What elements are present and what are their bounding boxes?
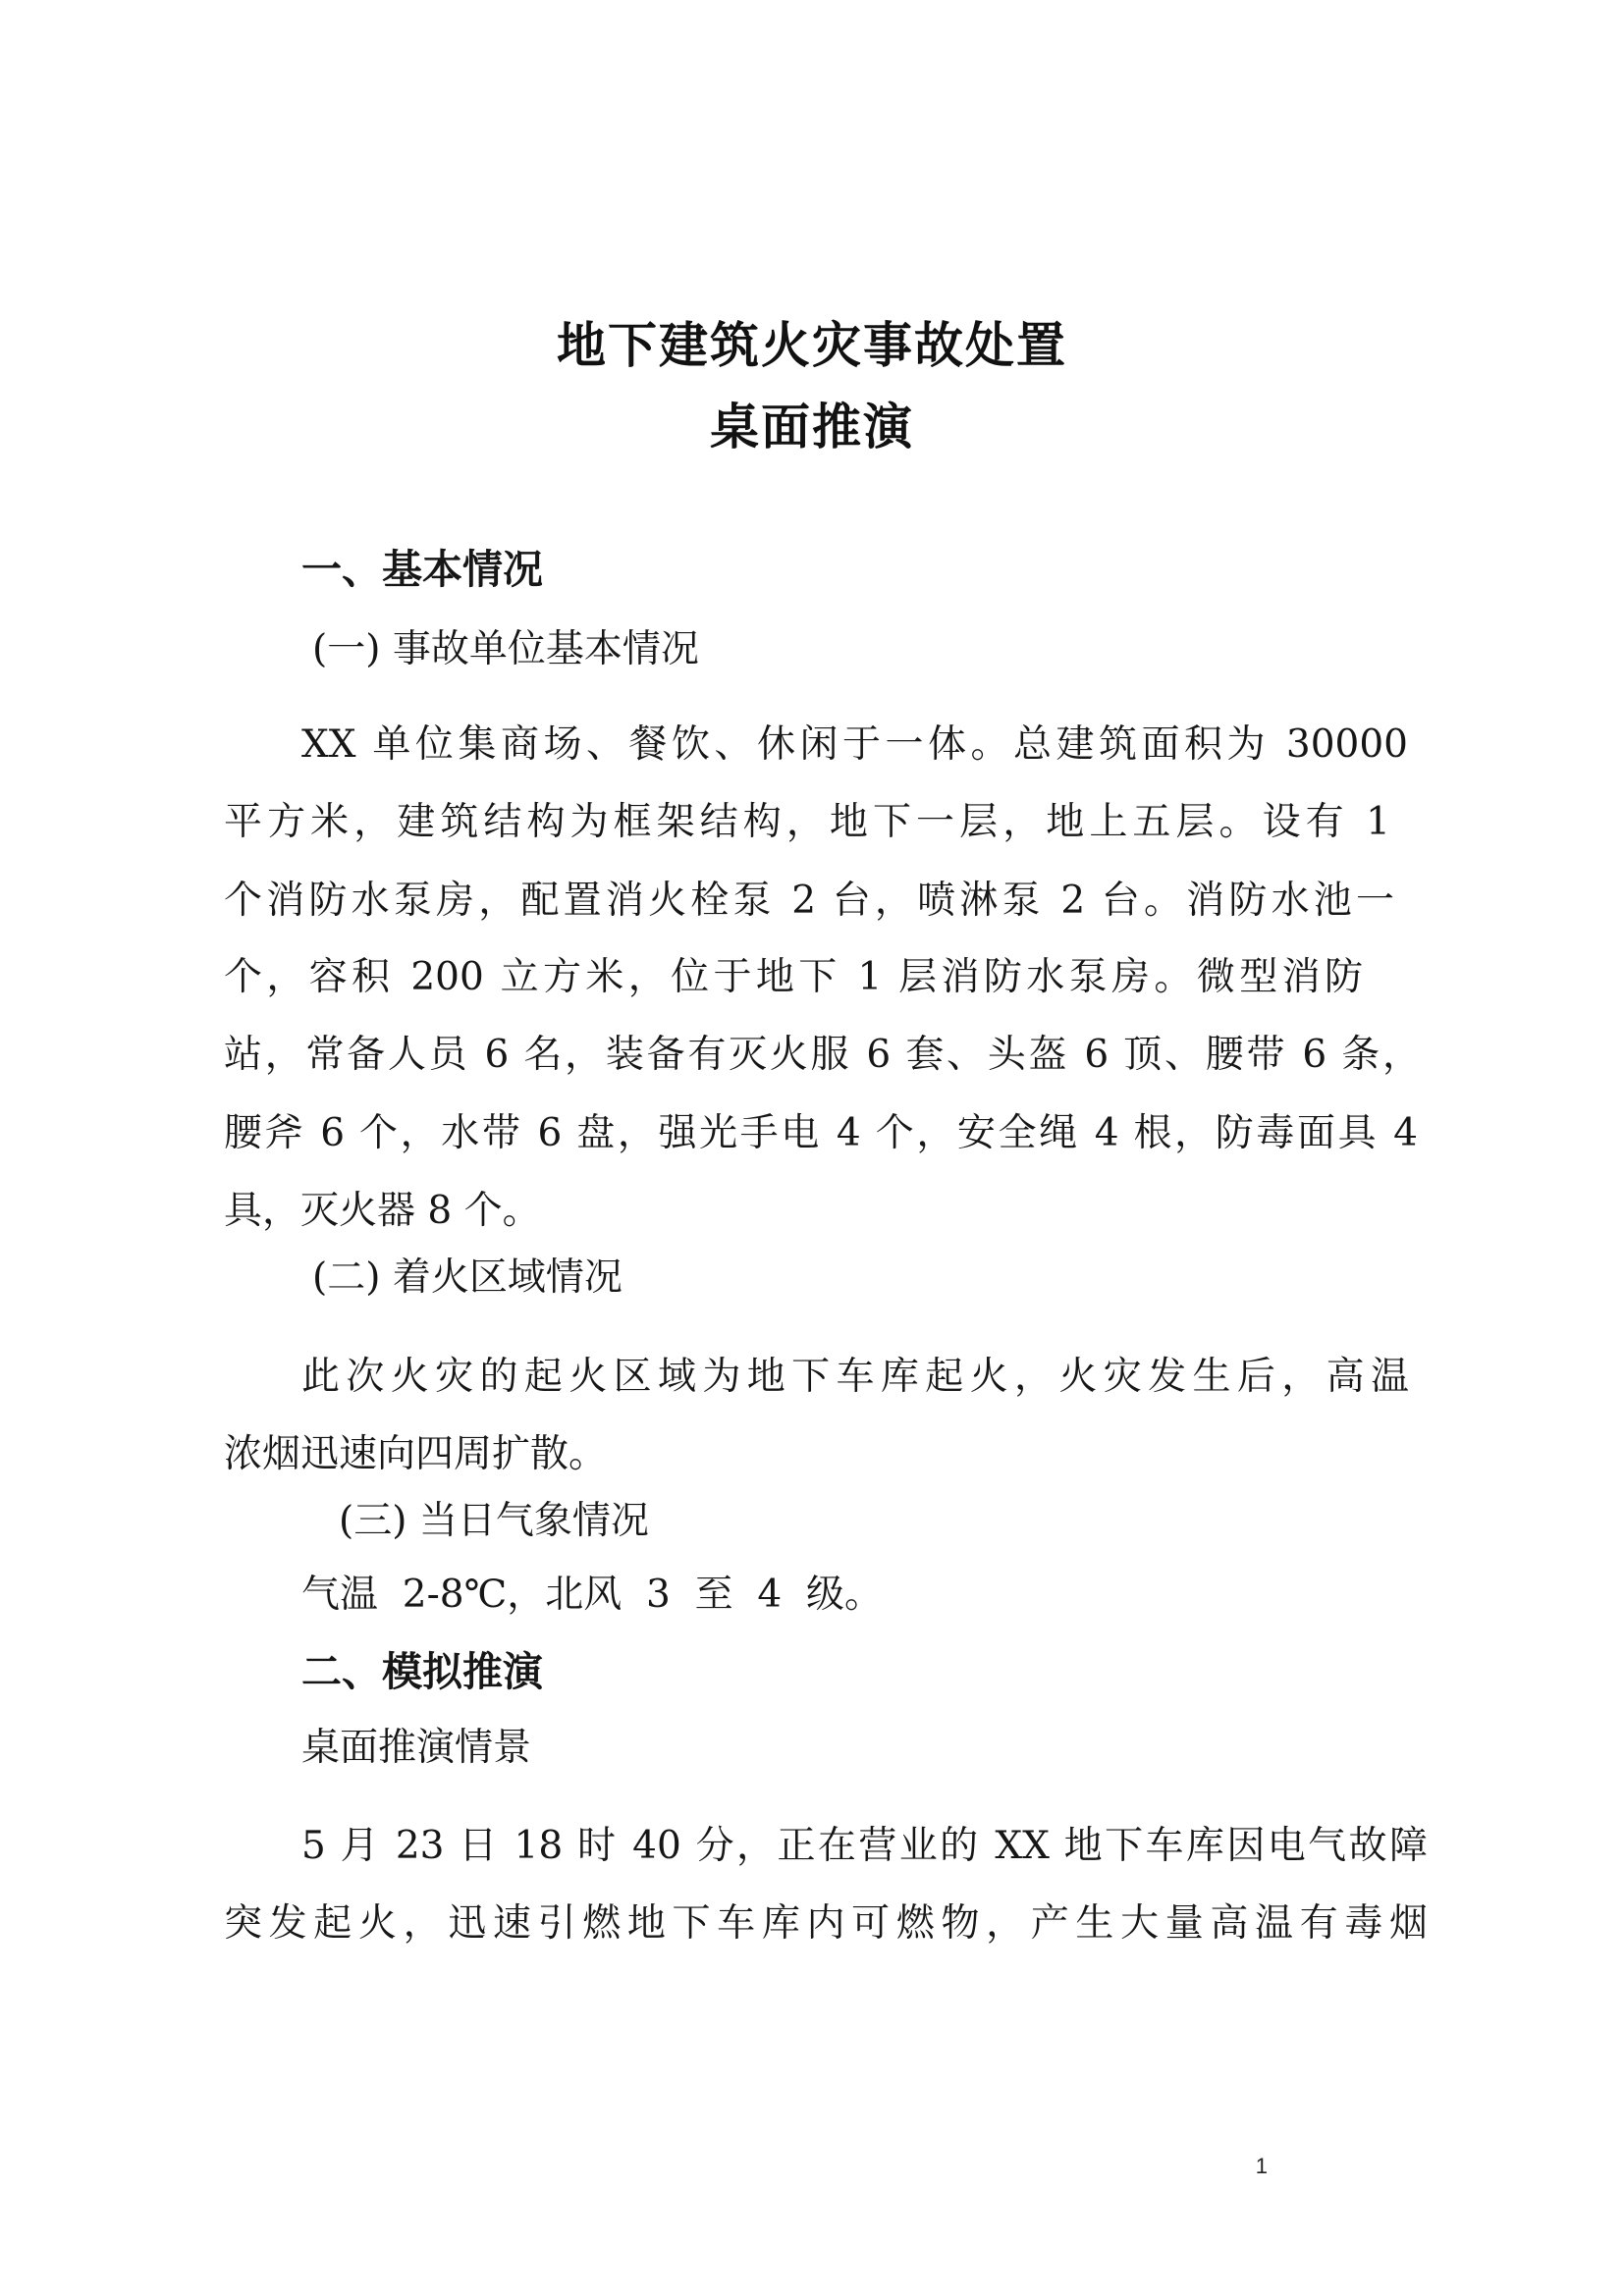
document-title-line-1: 地下建筑火灾事故处置 [557,317,1067,374]
subsection-heading-weather: (三) 当日气象情况 [339,1499,649,1543]
paragraph-line-weather: 气温 2-8℃，北风 3 至 4 级。 [301,1573,884,1617]
paragraph-line: 浓烟迅速向四周扩散。 [224,1432,608,1476]
paragraph-line: 站，常备人员 6 名，装备有灭火服 6 套、头盔 6 顶、腰带 6 条， [224,1033,1421,1077]
section-heading-basic-situation: 一、基本情况 [301,546,543,593]
paragraph-line: 平方米，建筑结构为框架结构，地下一层，地上五层。设有 1 [224,800,1390,844]
subsection-heading-accident-unit: (一) 事故单位基本情况 [312,627,699,671]
paragraph-line: 个消防水泵房，配置消火栓泵 2 台，喷淋泵 2 台。消防水池一 [224,879,1394,923]
subsection-heading-scenario: 桌面推演情景 [301,1726,532,1770]
paragraph-line: 此次火灾的起火区域为地下车库起火，火灾发生后，高温 [301,1355,1409,1399]
section-heading-simulation: 二、模拟推演 [301,1648,543,1695]
document-title-line-2: 桌面推演 [710,399,914,455]
subsection-heading-fire-area: (二) 着火区域情况 [312,1255,623,1300]
paragraph-line: 腰斧 6 个，水带 6 盘，强光手电 4 个，安全绳 4 根，防毒面具 4 [224,1111,1418,1155]
paragraph-line: XX 单位集商场、餐饮、休闲于一体。总建筑面积为 30000 [301,722,1408,767]
paragraph-line: 个，容积 200 立方米，位于地下 1 层消防水泵房。微型消防 [224,955,1363,999]
paragraph-line: 5 月 23 日 18 时 40 分，正在营业的 XX 地下车库因电气故障 [301,1824,1428,1868]
paragraph-line: 具，灭火器 8 个。 [224,1189,541,1233]
page-number: 1 [1255,2154,1268,2178]
paragraph-line: 突发起火，迅速引燃地下车库内可燃物，产生大量高温有毒烟 [224,1901,1428,1946]
